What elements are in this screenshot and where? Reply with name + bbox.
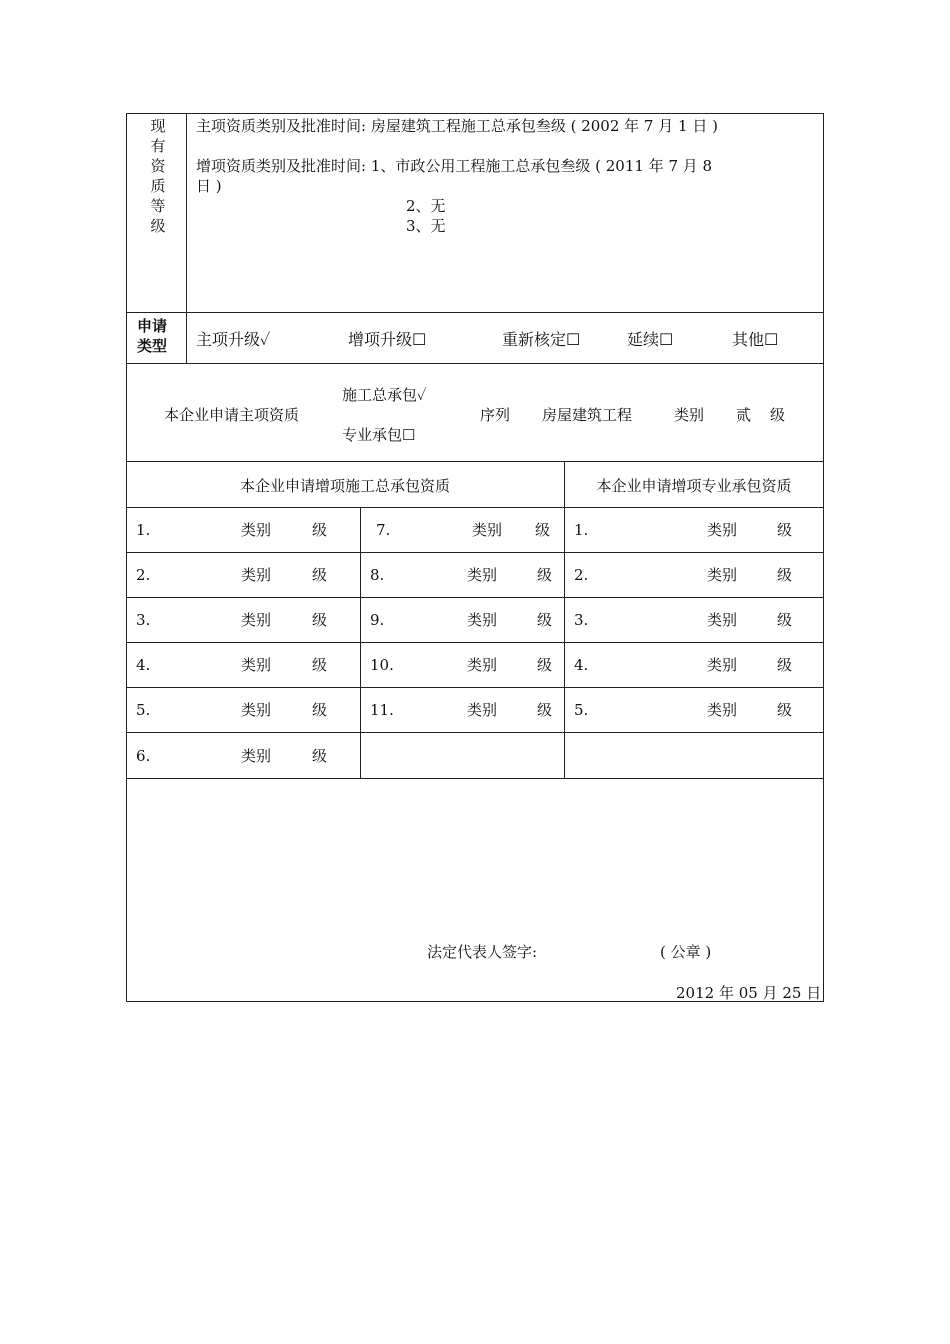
grade-word: 级 [312,701,328,719]
application-form-table [126,113,824,1002]
grade-label: 级 [770,406,786,424]
grade-word: 级 [777,701,793,719]
sequence-label: 序列 [480,406,511,424]
category-word: 类别 [707,566,738,584]
category-label: 类别 [674,406,705,424]
general-item-number: 11. [370,701,394,719]
category-word: 类别 [707,701,738,719]
sequence-value: 房屋建筑工程 [542,406,633,424]
category-word: 类别 [707,611,738,629]
grade-word: 级 [312,521,328,539]
legal-representative-signature-label: 法定代表人签字: [427,943,538,961]
special-item-number: 1. [574,521,589,539]
apply-option-re-verify[interactable]: 重新核定☐ [502,330,581,349]
category-word: 类别 [707,521,738,539]
apply-type-label: 申请 [137,317,168,335]
general-item-number: 5. [136,701,151,719]
general-item-number: 7. [376,521,391,539]
category-word: 类别 [467,566,498,584]
apply-option-other[interactable]: 其他☐ [732,330,779,349]
row-divider [126,363,824,364]
signature-date: 2012 年 05 月 25 日 [676,984,822,1002]
category-word: 类别 [467,656,498,674]
general-item-number: 6. [136,747,151,765]
category-word: 类别 [241,656,272,674]
category-word: 类别 [467,701,498,719]
additional-general-header: 本企业申请增项施工总承包资质 [239,477,450,495]
grade-word: 级 [537,566,553,584]
label-column-divider [186,113,187,363]
apply-type-label: 类型 [137,337,168,355]
special-item-number: 5. [574,701,589,719]
grade-value: 贰 [736,406,752,424]
special-item-number: 4. [574,656,589,674]
row-divider [126,597,824,598]
grade-word: 级 [777,611,793,629]
general-item-number: 3. [136,611,151,629]
apply-option-additional-upgrade[interactable]: 增项升级☐ [348,330,427,349]
grade-word: 级 [535,521,551,539]
grade-word: 级 [312,656,328,674]
row-divider [126,732,824,733]
option-general-contracting[interactable]: 施工总承包✓ [342,386,427,404]
general-item-number: 9. [370,611,385,629]
official-seal-label: ( 公章 ) [660,943,712,961]
general-item-number: 10. [370,656,394,674]
row-divider [126,687,824,688]
apply-option-main-upgrade[interactable]: 主项升级✓ [196,330,271,349]
grade-word: 级 [537,611,553,629]
category-word: 类别 [241,701,272,719]
grade-word: 级 [537,656,553,674]
grade-word: 级 [777,566,793,584]
category-word: 类别 [241,611,272,629]
row-divider [126,507,824,508]
main-apply-label: 本企业申请主项资质 [164,406,300,424]
additional-qualification-item: 3、无 [406,217,446,235]
row-divider [126,312,824,313]
column-divider [564,507,565,778]
grade-word: 级 [777,521,793,539]
additional-qualification-item: 2、无 [406,197,446,215]
grade-word: 级 [777,656,793,674]
current-qualification-label: 现有资质等级 [150,117,166,235]
general-item-number: 8. [370,566,385,584]
general-item-number: 4. [136,656,151,674]
grade-word: 级 [537,701,553,719]
option-specialty-contracting[interactable]: 专业承包☐ [342,426,416,444]
additional-qualification-line-cont: 日 ) [196,177,222,195]
row-divider [126,552,824,553]
special-item-number: 3. [574,611,589,629]
category-word: 类别 [241,566,272,584]
apply-option-extend[interactable]: 延续☐ [627,330,674,349]
grade-word: 级 [312,566,328,584]
grade-word: 级 [312,747,328,765]
grade-word: 级 [312,611,328,629]
general-item-number: 1. [136,521,151,539]
category-word: 类别 [241,521,272,539]
category-word: 类别 [472,521,503,539]
column-divider [360,507,361,778]
category-word: 类别 [707,656,738,674]
category-word: 类别 [467,611,498,629]
main-qualification-line: 主项资质类别及批准时间: 房屋建筑工程施工总承包叁级 ( 2002 年 7 月 1 日 ) [196,117,718,135]
category-word: 类别 [241,747,272,765]
additional-special-header: 本企业申请增项专业承包资质 [596,477,792,495]
special-item-number: 2. [574,566,589,584]
additional-qualification-line: 增项资质类别及批准时间: 1、市政公用工程施工总承包叁级 ( 2011 年 7 月 8 [196,157,713,175]
row-divider [126,642,824,643]
row-divider [126,461,824,462]
row-divider [126,778,824,779]
general-item-number: 2. [136,566,151,584]
